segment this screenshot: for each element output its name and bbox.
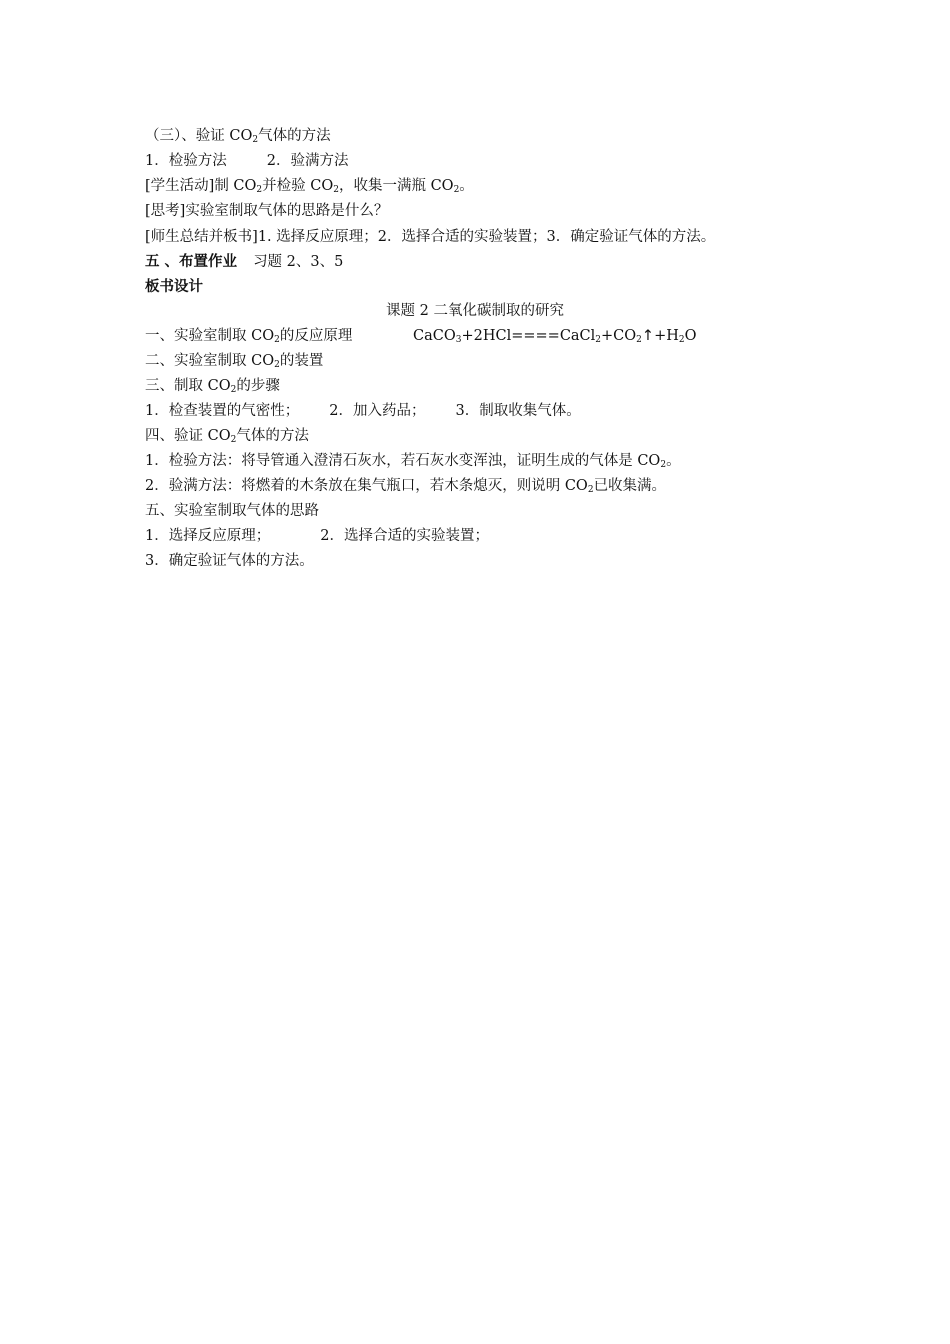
board-item-4: [145, 426, 309, 446]
subscript: 2: [595, 335, 602, 345]
subscript: 2: [252, 135, 259, 145]
item-text: 四、验证 CO: [145, 428, 231, 444]
item-text: 已收集满。: [593, 478, 667, 494]
board-item-1: [145, 326, 352, 346]
summary-line: [师生总结并板书]1. 选择反应原理；2．选择合适的实验装置；3．确定验证气体的方法。: [145, 229, 716, 245]
board-item-5: 五、实验室制取气体的思路: [145, 503, 319, 519]
subscript: 2: [453, 185, 460, 195]
item-text: 的反应原理: [279, 328, 353, 344]
subscript: 2: [274, 360, 280, 370]
steps-line: [145, 401, 581, 421]
item-text: 气体的方法: [236, 428, 309, 444]
subscript: 2: [256, 185, 263, 195]
item-text: 的步骤: [236, 378, 280, 394]
eq-part: +2HCl====CaCl: [461, 328, 596, 344]
methods-line: [145, 151, 348, 171]
step-2: 2．加入药品；: [329, 403, 426, 419]
think-line: [思考]实验室制取气体的思路是什么？: [145, 203, 389, 219]
subscript: 3: [455, 335, 462, 345]
item-text: 。: [666, 453, 681, 469]
item-text: 一、实验室制取 CO: [145, 328, 275, 344]
activity-text: [学生活动]制 CO: [145, 178, 257, 194]
step-1: 1．检查装置的气密性；: [145, 403, 300, 419]
heading-text: （三）、验证 CO: [145, 128, 253, 144]
eq-part: O: [684, 328, 697, 344]
subscript: 2: [274, 335, 280, 345]
eq-part: CaCO: [413, 328, 456, 344]
homework-text: 习题 2、3、5: [253, 254, 344, 270]
board-title: 课题 2 二氧化碳制取的研究: [386, 303, 564, 319]
eq-part: +H: [654, 328, 679, 344]
homework-line: [145, 252, 343, 272]
reaction-equation: [413, 326, 696, 346]
activity-text: ，收集一满瓶 CO: [338, 178, 454, 194]
subscript: 2: [587, 485, 594, 495]
item-text: 三、制取 CO: [145, 378, 231, 394]
idea-line-3: 3．确定验证气体的方法。: [145, 553, 314, 569]
board-item-2: [145, 351, 323, 371]
check-method-line: [145, 451, 681, 471]
idea-1: 1．选择反应原理；: [145, 528, 271, 544]
item-text: 1．检验方法：将导管通入澄清石灰水，若石灰水变浑浊，证明生成的气体是 CO: [145, 453, 661, 469]
gas-arrow-icon: ↑: [641, 328, 655, 344]
idea-2: 2．选择合适的实验装置；: [320, 528, 489, 544]
subscript: 2: [230, 385, 237, 395]
activity-text: 。: [459, 178, 474, 194]
section3-heading: [145, 126, 331, 146]
board-design-label: 板书设计: [145, 279, 203, 295]
idea-line: [145, 526, 489, 546]
activity-text: 并检验 CO: [262, 178, 334, 194]
subscript: 2: [678, 335, 685, 345]
item-text: 2．验满方法：将燃着的木条放在集气瓶口，若木条熄灭，则说明 CO: [145, 478, 588, 494]
subscript: 2: [230, 435, 237, 445]
subscript: 2: [636, 335, 642, 345]
item-text: 的装置: [279, 353, 324, 369]
method-full: 2．验满方法: [266, 153, 349, 169]
eq-part: +CO: [601, 328, 637, 344]
heading-text-end: 气体的方法: [258, 128, 331, 144]
subscript: 2: [333, 185, 339, 195]
item-text: 二、实验室制取 CO: [145, 353, 275, 369]
method-check: 1．检验方法: [145, 153, 227, 169]
full-method-line: [145, 476, 666, 496]
subscript: 2: [660, 460, 667, 470]
homework-label: 五 、布置作业: [145, 254, 238, 270]
board-item-3: [145, 376, 280, 396]
student-activity: [145, 176, 474, 196]
step-3: 3．制取收集气体。: [455, 403, 581, 419]
